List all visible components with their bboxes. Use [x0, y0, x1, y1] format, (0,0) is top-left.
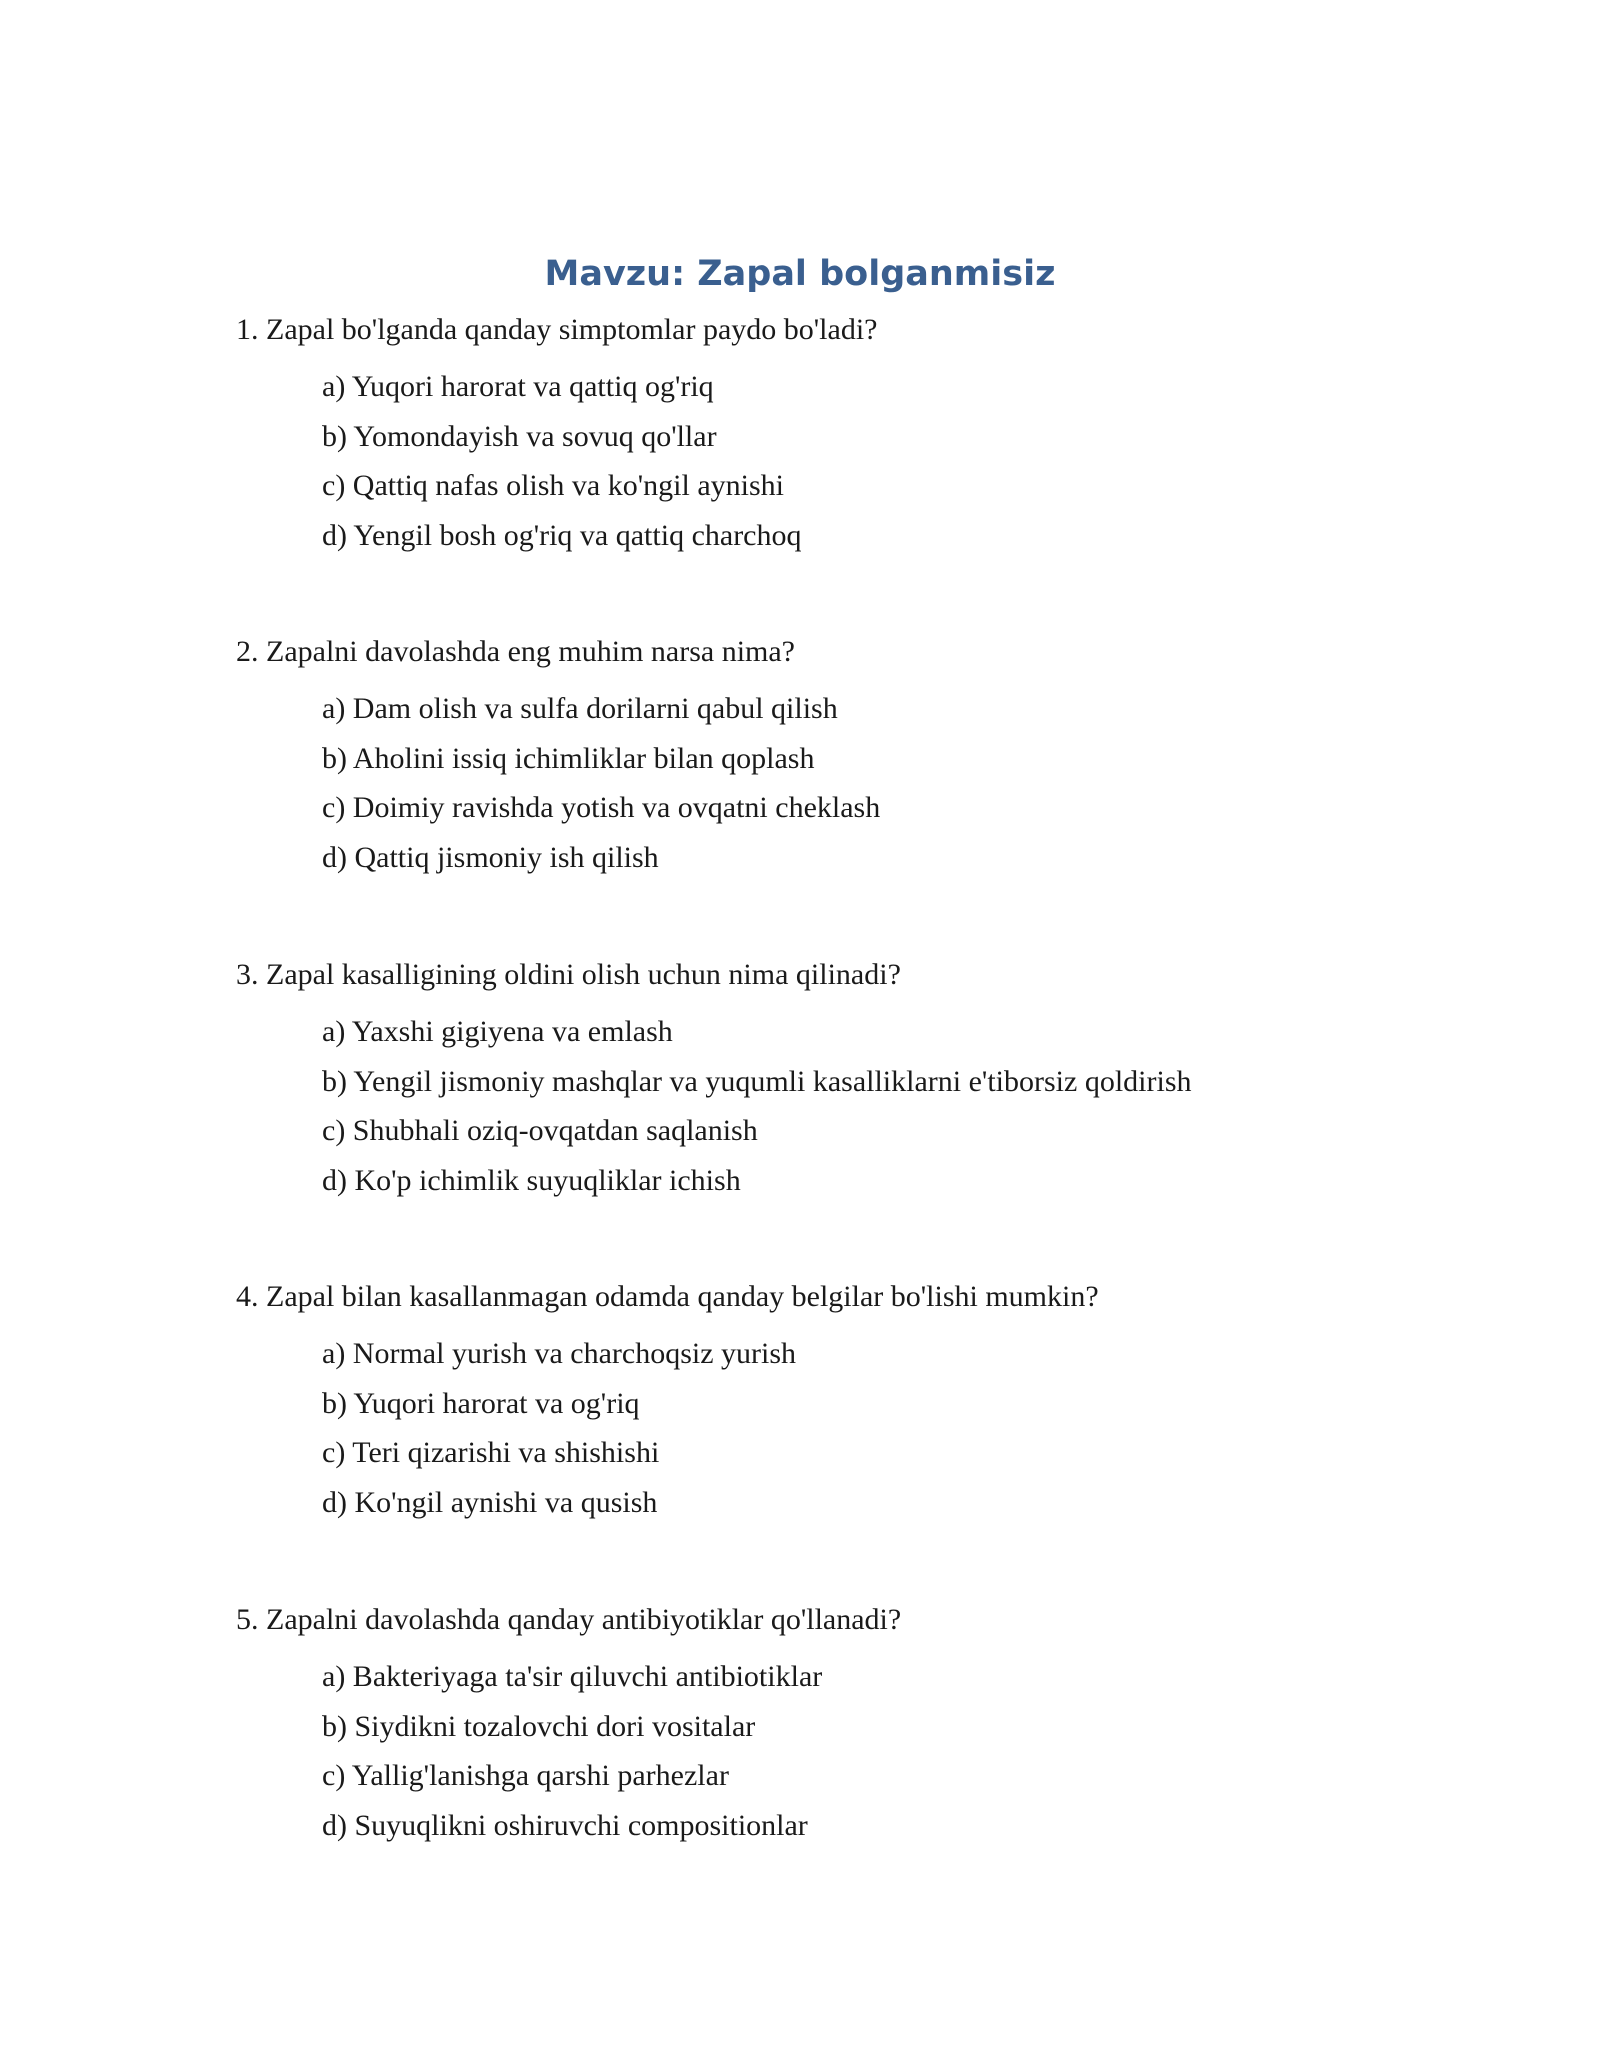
- question-block-2: [236, 632, 1436, 887]
- answer-option-b: b) Yuqori harorat va og'riq: [322, 1386, 640, 1420]
- page-title: Mavzu: Zapal bolganmisiz: [544, 254, 1056, 294]
- answer-option-d: d) Qattiq jismoniy ish qilish: [322, 840, 659, 874]
- answer-options: [236, 1012, 1436, 1210]
- question-block-1: [236, 310, 1436, 565]
- answer-option-c: c) Teri qizarishi va shishishi: [322, 1436, 660, 1469]
- answer-option-d: d) Ko'ngil aynishi va qusish: [322, 1485, 658, 1519]
- answer-option-b: b) Aholini issiq ichimliklar bilan qoplash: [322, 741, 815, 775]
- answer-option-b: b) Yengil jismoniy mashqlar va yuqumli kasalliklarni e'tiborsiz qoldirish: [322, 1064, 1192, 1098]
- answer-option-c: c) Yallig'lanishga qarshi parhezlar: [322, 1759, 729, 1792]
- question-block-3: [236, 955, 1436, 1210]
- question-block-5: [236, 1600, 1436, 1855]
- answer-option-c: c) Shubhali oziq-ovqatdan saqlanish: [322, 1114, 758, 1147]
- question-text: 3. Zapal kasalligining oldini olish uchun nima qilinadi?: [236, 958, 901, 991]
- answer-option-a: a) Yaxshi gigiyena va emlash: [322, 1015, 673, 1048]
- answer-options: [236, 689, 1436, 887]
- answer-option-a: a) Bakteriyaga ta'sir qiluvchi antibiotiklar: [322, 1660, 823, 1693]
- answer-option-b: b) Yomondayish va sovuq qo'llar: [322, 419, 717, 453]
- question-text: 4. Zapal bilan kasallanmagan odamda qanday belgilar bo'lishi mumkin?: [236, 1280, 1099, 1313]
- answer-options: [236, 1334, 1436, 1532]
- answer-options: [236, 367, 1436, 565]
- answer-option-d: d) Suyuqlikni oshiruvchi compositionlar: [322, 1808, 808, 1842]
- question-text: 2. Zapalni davolashda eng muhim narsa nima?: [236, 635, 795, 668]
- answer-option-a: a) Normal yurish va charchoqsiz yurish: [322, 1337, 797, 1370]
- answer-option-d: d) Ko'p ichimlik suyuqliklar ichish: [322, 1163, 741, 1197]
- answer-options: [236, 1657, 1436, 1855]
- question-text: 1. Zapal bo'lganda qanday simptomlar paydo bo'ladi?: [236, 313, 878, 346]
- answer-option-a: a) Yuqori harorat va qattiq og'riq: [322, 370, 714, 403]
- answer-option-a: a) Dam olish va sulfa dorilarni qabul qilish: [322, 692, 838, 725]
- answer-option-d: d) Yengil bosh og'riq va qattiq charchoq: [322, 518, 802, 552]
- answer-option-c: c) Qattiq nafas olish va ko'ngil aynishi: [322, 469, 784, 502]
- question-text: 5. Zapalni davolashda qanday antibiyotiklar qo'llanadi?: [236, 1603, 902, 1636]
- question-block-4: [236, 1277, 1436, 1532]
- answer-option-b: b) Siydikni tozalovchi dori vositalar: [322, 1709, 756, 1743]
- answer-option-c: c) Doimiy ravishda yotish va ovqatni cheklash: [322, 791, 881, 824]
